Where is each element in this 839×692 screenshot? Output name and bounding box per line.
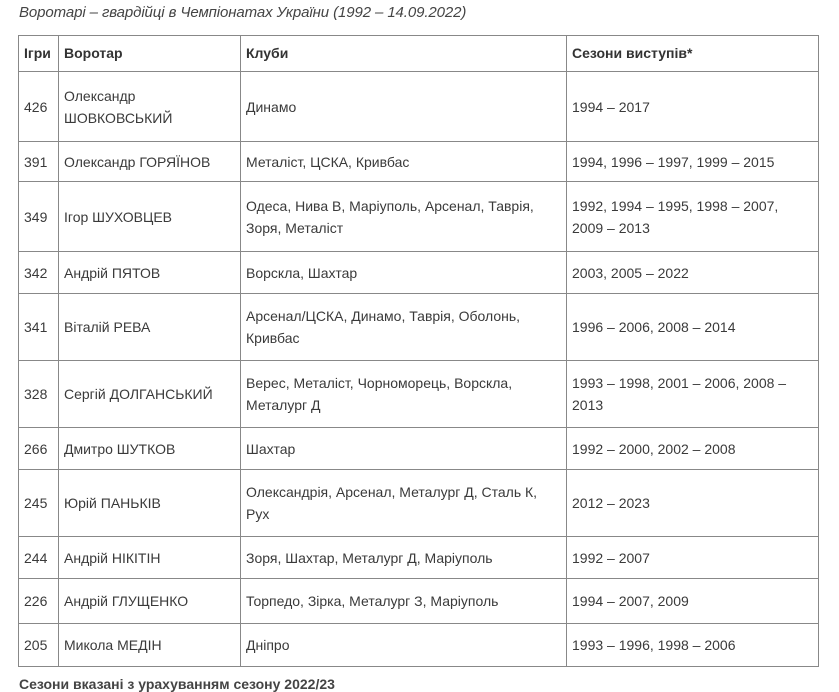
cell-seasons: 1994 – 2017 (567, 72, 819, 142)
table-footnote: Сезони вказані з урахуванням сезону 2022/23 (19, 676, 335, 692)
header-clubs: Клуби (241, 36, 567, 72)
header-games: Ігри (19, 36, 59, 72)
cell-clubs: Верес, Металіст, Чорноморець, Ворскла, Металург Д (241, 361, 567, 428)
table-row (19, 428, 819, 470)
cell-player: Юрій ПАНЬКІВ (59, 470, 241, 537)
table-row (19, 294, 819, 361)
cell-clubs: Ворскла, Шахтар (241, 252, 567, 294)
cell-clubs: Динамо (241, 72, 567, 142)
cell-clubs: Одеса, Нива В, Маріуполь, Арсенал, Таврія, Зоря, Металіст (241, 182, 567, 252)
table-row (19, 252, 819, 294)
table-row (19, 579, 819, 624)
table-row (19, 537, 819, 579)
cell-games: 245 (19, 470, 59, 537)
cell-seasons: 2003, 2005 – 2022 (567, 252, 819, 294)
cell-clubs: Металіст, ЦСКА, Кривбас (241, 142, 567, 182)
table-row (19, 470, 819, 537)
cell-games: 341 (19, 294, 59, 361)
cell-seasons: 1994, 1996 – 1997, 1999 – 2015 (567, 142, 819, 182)
table-row (19, 72, 819, 142)
cell-player: Ігор ШУХОВЦЕВ (59, 182, 241, 252)
cell-games: 266 (19, 428, 59, 470)
cell-games: 244 (19, 537, 59, 579)
cell-seasons: 1993 – 1998, 2001 – 2006, 2008 – 2013 (567, 361, 819, 428)
table-row (19, 142, 819, 182)
goalkeepers-table (18, 35, 819, 667)
cell-clubs: Торпедо, Зірка, Металург З, Маріуполь (241, 579, 567, 624)
cell-seasons: 1992 – 2007 (567, 537, 819, 579)
table-row (19, 182, 819, 252)
cell-player: Андрій НІКІТІН (59, 537, 241, 579)
header-player: Воротар (59, 36, 241, 72)
table-caption: Воротарі – гвардійці в Чемпіонатах України (1992 – 14.09.2022) (19, 4, 467, 21)
cell-seasons: 2012 – 2023 (567, 470, 819, 537)
table-header-row (19, 36, 819, 72)
cell-player: Сергій ДОЛГАНСЬКИЙ (59, 361, 241, 428)
cell-seasons: 1993 – 1996, 1998 – 2006 (567, 624, 819, 667)
cell-player: Микола МЕДІН (59, 624, 241, 667)
cell-seasons: 1992, 1994 – 1995, 1998 – 2007, 2009 – 2013 (567, 182, 819, 252)
cell-clubs: Зоря, Шахтар, Металург Д, Маріуполь (241, 537, 567, 579)
cell-player: Дмитро ШУТКОВ (59, 428, 241, 470)
header-seasons: Сезони виступів* (567, 36, 819, 72)
table-row (19, 624, 819, 667)
cell-player: Олександр ШОВКОВСЬКИЙ (59, 72, 241, 142)
cell-games: 226 (19, 579, 59, 624)
cell-player: Олександр ГОРЯЇНОВ (59, 142, 241, 182)
cell-games: 205 (19, 624, 59, 667)
cell-clubs: Олександрія, Арсенал, Металург Д, Сталь К, Рух (241, 470, 567, 537)
cell-player: Віталій РЕВА (59, 294, 241, 361)
cell-clubs: Шахтар (241, 428, 567, 470)
cell-games: 349 (19, 182, 59, 252)
cell-seasons: 1992 – 2000, 2002 – 2008 (567, 428, 819, 470)
cell-games: 426 (19, 72, 59, 142)
cell-games: 328 (19, 361, 59, 428)
cell-clubs: Дніпро (241, 624, 567, 667)
cell-player: Андрій ГЛУЩЕНКО (59, 579, 241, 624)
cell-games: 342 (19, 252, 59, 294)
cell-seasons: 1994 – 2007, 2009 (567, 579, 819, 624)
cell-player: Андрій ПЯТОВ (59, 252, 241, 294)
cell-seasons: 1996 – 2006, 2008 – 2014 (567, 294, 819, 361)
cell-games: 391 (19, 142, 59, 182)
table-row (19, 361, 819, 428)
cell-clubs: Арсенал/ЦСКА, Динамо, Таврія, Оболонь, Кривбас (241, 294, 567, 361)
